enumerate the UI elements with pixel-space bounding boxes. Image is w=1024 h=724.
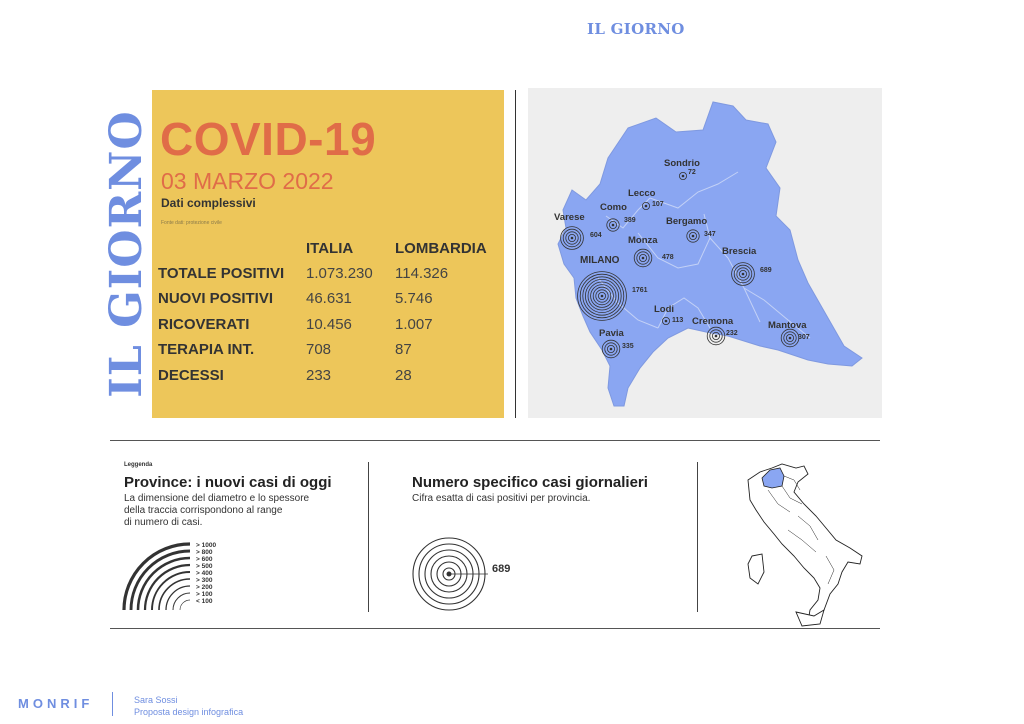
range-label: < 100 — [196, 598, 213, 605]
province-name: MILANO — [580, 255, 620, 266]
province-value: 347 — [704, 231, 716, 238]
province-value: 1761 — [632, 287, 648, 294]
row-label: NUOVI POSITIVI — [158, 290, 274, 307]
range-arc — [180, 600, 190, 610]
range-arc — [173, 593, 190, 610]
legend-label: Leggenda — [124, 462, 153, 468]
row-label: RICOVERATI — [158, 316, 250, 333]
province-name: Monza — [628, 235, 658, 246]
desc-line: La dimensione del diametro e lo spessore — [124, 493, 310, 504]
desc-line: di numero di casi. — [124, 517, 203, 528]
row-value-italia: 1.073.230 — [306, 265, 373, 282]
province-name: Pavia — [599, 328, 624, 339]
province-dot — [642, 257, 645, 260]
range-labels — [196, 542, 216, 605]
panel-subtitle: Dati complessivi — [161, 196, 256, 210]
province-dot — [612, 224, 615, 227]
sardinia-outline — [748, 554, 764, 584]
panel-date: 03 MARZO 2022 — [161, 168, 334, 194]
province-dot — [610, 348, 613, 351]
province-name: Bergamo — [666, 216, 708, 227]
italy-locator-map — [738, 460, 870, 630]
province-name: Cremona — [692, 316, 734, 327]
panel-source: Fonte dati: protezione civile — [161, 220, 222, 226]
province-value: 232 — [726, 330, 738, 337]
range-label: > 500 — [196, 563, 213, 570]
province-legend-desc — [124, 493, 309, 529]
top-rule — [110, 440, 880, 441]
province-dot — [742, 273, 745, 276]
province-name: Varese — [554, 212, 585, 223]
specific-legend-desc: Cifra esatta di casi positivi per provincia. — [412, 493, 591, 504]
masthead-logo: IL GIORNO — [587, 20, 685, 38]
specific-example — [408, 534, 528, 614]
province-value: 307 — [798, 334, 810, 341]
province-dot — [665, 320, 668, 323]
range-arcs-legend — [118, 538, 228, 614]
specific-legend-title: Numero specifico casi giornalieri — [412, 474, 648, 491]
vertical-logo-text: IL GIORNO — [101, 110, 152, 398]
row-value-italia: 46.631 — [306, 290, 352, 307]
row-value-italia: 10.456 — [306, 316, 352, 333]
column-header-italia: ITALIA — [306, 240, 354, 257]
row-value-italia: 708 — [306, 341, 332, 358]
province-value: 389 — [624, 217, 636, 224]
legend-divider-2 — [697, 462, 698, 612]
lombardy-region-shape — [558, 102, 862, 406]
row-label: TOTALE POSITIVI — [158, 265, 285, 282]
province-name: Sondrio — [664, 158, 700, 169]
range-label: > 200 — [196, 584, 213, 591]
province-name: Lecco — [628, 188, 656, 199]
province-value: 335 — [622, 343, 634, 350]
range-label: > 600 — [196, 556, 213, 563]
province-dot — [601, 295, 604, 298]
italy-outline — [748, 464, 862, 622]
province-name: Brescia — [722, 246, 757, 257]
province-name: Como — [600, 202, 627, 213]
province-value: 107 — [652, 201, 664, 208]
range-label: > 800 — [196, 549, 213, 556]
vertical-logo — [100, 68, 152, 438]
footer-brand: MONRIF — [18, 696, 94, 711]
province-value: 113 — [672, 317, 684, 324]
province-dot — [789, 337, 792, 340]
province-value: 604 — [590, 232, 602, 239]
footer-author: Sara Sossi — [134, 695, 178, 705]
panel-title: COVID-19 — [160, 113, 377, 165]
row-label: DECESSI — [158, 367, 224, 384]
province-name: Mantova — [768, 320, 807, 331]
province-dot — [692, 235, 695, 238]
legend-divider-1 — [368, 462, 369, 612]
range-arcs — [124, 544, 190, 610]
province-dot — [645, 205, 648, 208]
range-label: > 300 — [196, 577, 213, 584]
province-dot — [715, 335, 718, 338]
lombardy-map — [528, 88, 882, 418]
range-label: > 400 — [196, 570, 213, 577]
province-value: 72 — [688, 169, 696, 176]
column-header-lombardia: LOMBARDIA — [395, 240, 487, 257]
footer-divider — [112, 692, 113, 716]
desc-line: della traccia corrispondono al range — [124, 505, 283, 516]
row-value-lombardia: 28 — [395, 367, 412, 384]
province-dot — [682, 175, 685, 178]
range-label: > 100 — [196, 591, 213, 598]
row-value-lombardia: 114.326 — [395, 265, 449, 282]
province-legend-title: Province: i nuovi casi di oggi — [124, 474, 332, 491]
province-name: Lodi — [654, 304, 675, 315]
vertical-divider — [515, 90, 516, 418]
range-label: > 1000 — [196, 542, 217, 549]
row-value-lombardia: 87 — [395, 341, 412, 358]
row-value-lombardia: 5.746 — [395, 290, 433, 307]
province-value: 689 — [760, 267, 772, 274]
row-label: TERAPIA INT. — [158, 341, 255, 358]
footer-note: Proposta design infografica — [134, 707, 244, 717]
row-value-lombardia: 1.007 — [395, 316, 433, 333]
province-value: 478 — [662, 254, 674, 261]
example-value: 689 — [492, 563, 511, 575]
row-value-italia: 233 — [306, 367, 332, 384]
range-arc — [124, 544, 190, 610]
province-dot — [571, 237, 574, 240]
